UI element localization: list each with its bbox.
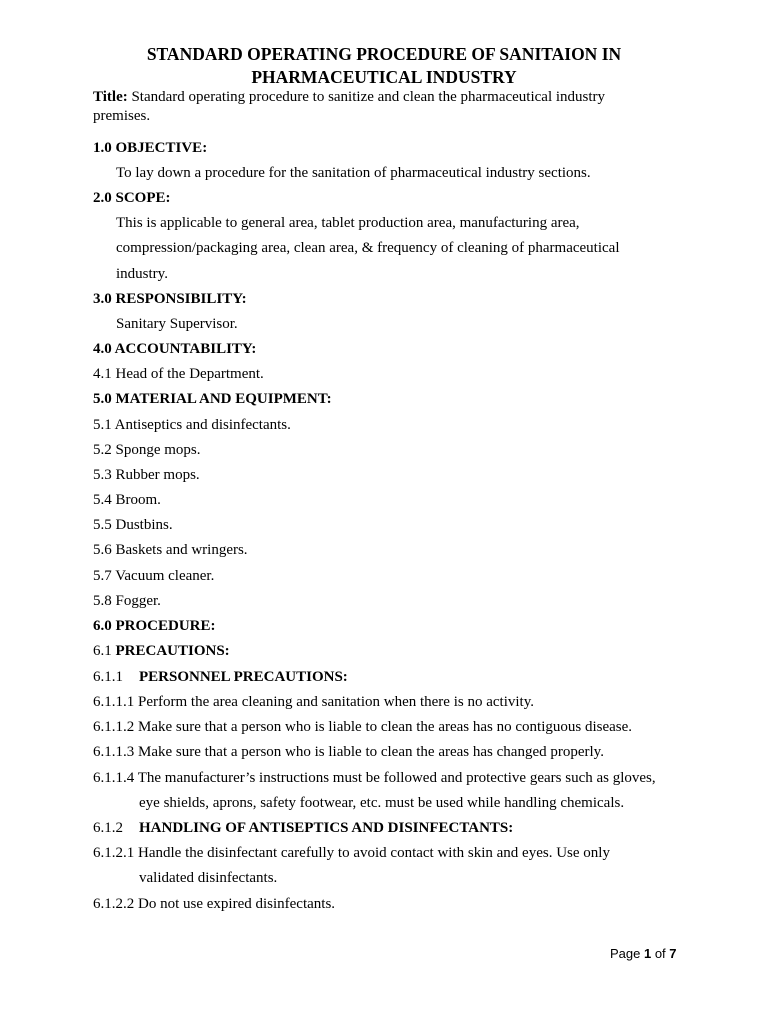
procedure-step-continuation: validated disinfectants. <box>139 870 278 886</box>
objective-text: To lay down a procedure for the sanitation of pharmaceutical industry sections. <box>116 165 591 181</box>
personnel-precautions-label: PERSONNEL PRECAUTIONS: <box>139 669 348 685</box>
scope-line-2: compression/packaging area, clean area, & frequency of cleaning of pharmaceutical <box>116 240 620 256</box>
materials-item: 5.1 Antiseptics and disinfectants. <box>93 417 291 433</box>
page-number-footer <box>610 946 677 962</box>
total-page-count: 7 <box>669 946 677 961</box>
of-word: of <box>651 946 670 961</box>
procedure-step: 6.1.1.4 The manufacturer’s instructions must be followed and protective gears such as gloves, <box>93 770 656 786</box>
precautions-label: PRECAUTIONS: <box>115 643 230 659</box>
materials-item: 5.8 Fogger. <box>93 593 161 609</box>
procedure-step: 6.1.2.2 Do not use expired disinfectants. <box>93 896 336 912</box>
precautions-heading <box>93 642 230 660</box>
procedure-heading: 6.0 PROCEDURE: <box>93 618 216 634</box>
scope-heading: 2.0 SCOPE: <box>93 190 171 206</box>
precautions-number: 6.1 <box>93 643 116 659</box>
responsibility-heading: 3.0 RESPONSIBILITY: <box>93 291 247 307</box>
materials-item: 5.4 Broom. <box>93 492 161 508</box>
materials-item: 5.7 Vacuum cleaner. <box>93 568 215 584</box>
procedure-step: 6.1.1.1 Perform the area cleaning and sanitation when there is no activity. <box>93 694 534 710</box>
personnel-precautions-number: 6.1.1 <box>93 669 123 685</box>
subtitle-line-1 <box>93 88 605 106</box>
responsibility-text: Sanitary Supervisor. <box>116 316 238 332</box>
materials-heading: 5.0 MATERIAL AND EQUIPMENT: <box>93 391 332 407</box>
materials-item: 5.6 Baskets and wringers. <box>93 542 248 558</box>
accountability-text: 4.1 Head of the Department. <box>93 366 264 382</box>
subtitle-label: Title: <box>93 89 128 105</box>
materials-item: 5.5 Dustbins. <box>93 517 173 533</box>
objective-heading: 1.0 OBJECTIVE: <box>93 140 208 156</box>
current-page-number: 1 <box>643 946 652 961</box>
materials-item: 5.3 Rubber mops. <box>93 467 200 483</box>
handling-heading-label: HANDLING OF ANTISEPTICS AND DISINFECTANTS: <box>139 820 514 836</box>
scope-line-3: industry. <box>116 266 168 282</box>
scope-line-1: This is applicable to general area, tablet production area, manufacturing area, <box>116 215 580 231</box>
document-title-line-1: STANDARD OPERATING PROCEDURE OF SANITAION IN <box>146 44 622 64</box>
procedure-step: 6.1.1.3 Make sure that a person who is liable to clean the areas has changed properly. <box>93 744 604 760</box>
procedure-step: 6.1.2.1 Handle the disinfectant carefully to avoid contact with skin and eyes. Use only <box>93 845 610 861</box>
accountability-heading: 4.0 ACCOUNTABILITY: <box>93 341 257 357</box>
procedure-step-continuation: eye shields, aprons, safety footwear, etc. must be used while handling chemicals. <box>139 795 625 811</box>
materials-item: 5.2 Sponge mops. <box>93 442 201 458</box>
subtitle-line-2: premises. <box>93 108 151 124</box>
document-title-line-2: PHARMACEUTICAL INDUSTRY <box>251 67 517 87</box>
handling-heading-number: 6.1.2 <box>93 820 123 836</box>
procedure-step: 6.1.1.2 Make sure that a person who is liable to clean the areas has no contiguous disease. <box>93 719 633 735</box>
subtitle-text-1: Standard operating procedure to sanitize and clean the pharmaceutical industry <box>127 89 606 105</box>
page-word: Page <box>610 946 644 961</box>
